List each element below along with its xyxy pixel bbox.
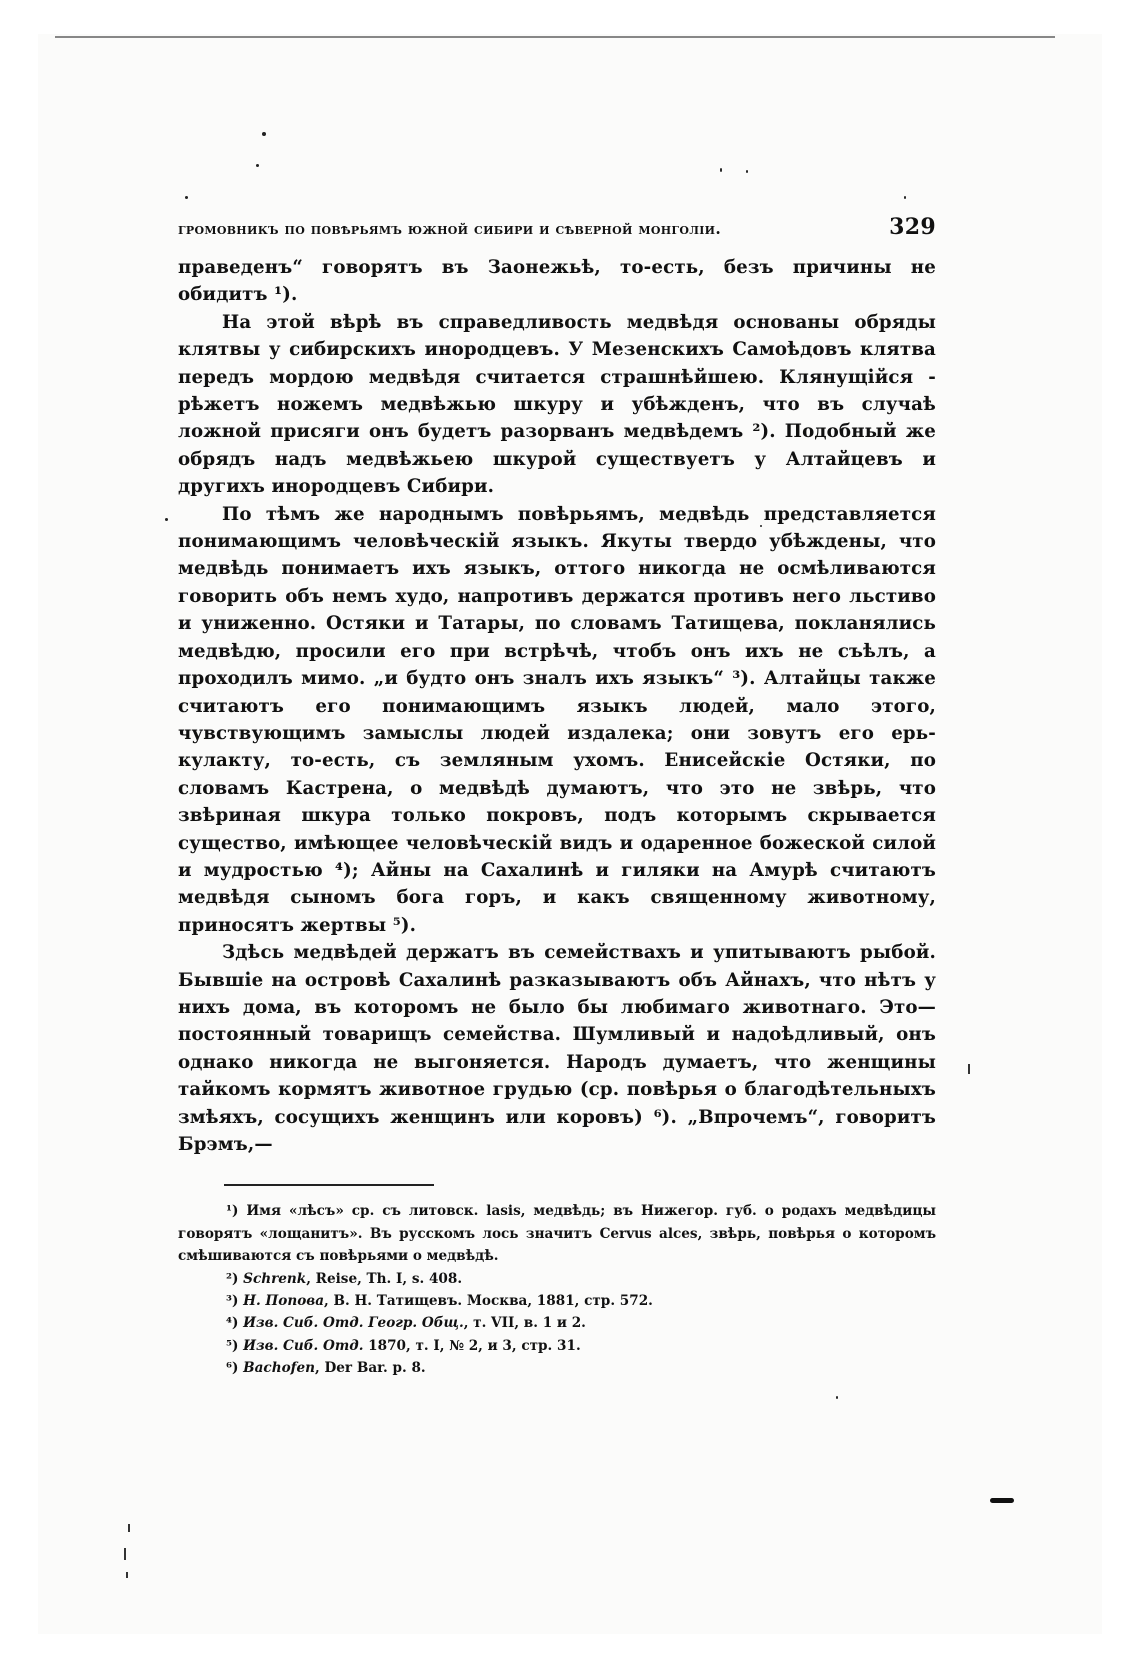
footnote-author: Bachofen [243,1360,316,1377]
footnote [178,1335,936,1357]
footnote-author: Н. Попова [243,1293,325,1310]
footnote-mark: ⁴) [226,1315,239,1332]
footnote-text: , В. Н. Татищевъ. Москва, 1881, стр. 572. [324,1293,653,1310]
footnote-text: , Der Bar. p. 8. [315,1360,426,1377]
paragraph: праведенъ“ говорятъ въ Заонежьѣ, то-есть, безъ причины не обидитъ ¹). [178,257,936,306]
footnote-author: Изв. Сиб. Отд. Геогр. Общ. [243,1315,464,1332]
paragraph: По тѣмъ же народнымъ повѣрьямъ, медвѣдь представляется понимающимъ человѣческій языкъ. Якуты твердо убѣждены, что медвѣдь понимаетъ ихъ языкъ, оттого никогда не осмѣливаются говорить объ немъ худо, напротивъ держатся противъ него льстиво и униженно. Остяки и Татары, по словамъ Татищева, покланялись медвѣдю, просили его при встрѣчѣ, чтобъ онъ ихъ не съѣлъ, а проходилъ мимо. „и будто онъ зналъ ихъ языкъ“ ³). Алтайцы также считаютъ его понимающимъ языкъ людей, мало этого, чувствующимъ замыслы людей издалека; они зовутъ его ерь-кулакту, то-есть, съ земляным ухомъ. Енисейскіе Остяки, по словамъ Кастрена, о медвѣдѣ думаютъ, что это не звѣрь, что звѣриная шкура только покровъ, подъ которымъ скрывается существо, имѣющее человѣческій видъ и одаренное божеской силой и мудростью ⁴); Айны на Сахалинѣ и гиляки на Амурѣ считаютъ медвѣдя сыномъ бога горъ, и какъ священному животному, приносятъ жертвы ⁵). [178,503,936,936]
scan-speck [836,1396,838,1399]
footnote-mark: ⁶) [226,1360,239,1377]
footnote [178,1312,936,1334]
running-head [178,214,936,240]
scan-mark [126,1572,128,1578]
footnote-text: , Reise, Th. I, s. 408. [306,1270,463,1287]
footnote-rule [224,1184,434,1186]
scan-edge-mark [990,1498,1014,1503]
footnote-author: Schrenk [243,1270,307,1287]
scan-mark [128,1524,130,1532]
footnote [178,1290,936,1312]
footnote [178,1357,936,1379]
page-number: 329 [889,214,936,240]
footnote: ¹) Имя «лѣсъ» ср. съ литовск. lasis, медвѣдь; въ Нижегор. губ. о родахъ медвѣдицы говорятъ «лощанитъ». Въ русскомъ лось значитъ Cervus alces, звѣрь, повѣрья о которомъ смѣшиваются съ повѣрьями о медвѣдѣ. [178,1203,936,1265]
scan-top-rule [55,36,1055,38]
paragraph: Здѣсь медвѣдей держатъ въ семействахъ и упитываютъ рыбой. Бывшіе на островѣ Сахалинѣ разказываютъ объ Айнахъ, что нѣтъ у нихъ дома, въ которомъ не было бы любимаго животнаго. Это—постоянный товарищъ семейства. Шумливый и надоѣдливый, онъ однако никогда не выгоняется. Народъ думаетъ, что женщины тайкомъ кормятъ животное грудью (ср. повѣрья о благодѣтельныхъ змѣяхъ, сосущихъ женщинъ или коровъ) ⁶). „Впрочемъ“, говоритъ Брэмъ,— [178,942,936,1155]
footnote [178,1268,936,1290]
scan-speck [165,518,168,521]
footnote-text: 1870, т. I, № 2, и 3, стр. 31. [363,1337,581,1354]
footnote-text: , т. VII, в. 1 и 2. [463,1315,586,1332]
footnote-author: Изв. Сиб. Отд. [243,1337,364,1354]
scan-speck [262,132,266,136]
scan-speck [746,170,748,173]
footnote-mark: ⁵) [226,1337,239,1354]
scan-mark [124,1548,126,1560]
scan-speck [256,164,259,167]
running-title: громовникъ по повѣрьямъ южной сибири и сѣверной монголіи. [178,219,722,238]
footnotes [178,1200,936,1379]
scan-mark [968,1064,970,1074]
footnote-mark: ³) [226,1293,239,1310]
scan-speck [720,168,722,172]
footnote-mark: ²) [226,1270,239,1287]
paragraph: На этой вѣрѣ въ справедливость медвѣдя основаны обряды клятвы у сибирскихъ инородцевъ. У Мезенскихъ Самоѣдовъ клятва передъ мордою медвѣдя считается страшнѣйшею. Клянущійся - рѣжетъ ножемъ медвѣжью шкуру и убѣжденъ, что въ случаѣ ложной присяги онъ будетъ разорванъ медвѣдемъ ²). Подобный же обрядъ надъ медвѣжьею шкурой существуетъ у Алтайцевъ и другихъ инородцевъ Сибири. [178,311,936,498]
scan-speck [904,196,906,199]
book-page [178,214,936,1380]
body-text [178,254,936,1158]
scan-speck [185,196,188,199]
